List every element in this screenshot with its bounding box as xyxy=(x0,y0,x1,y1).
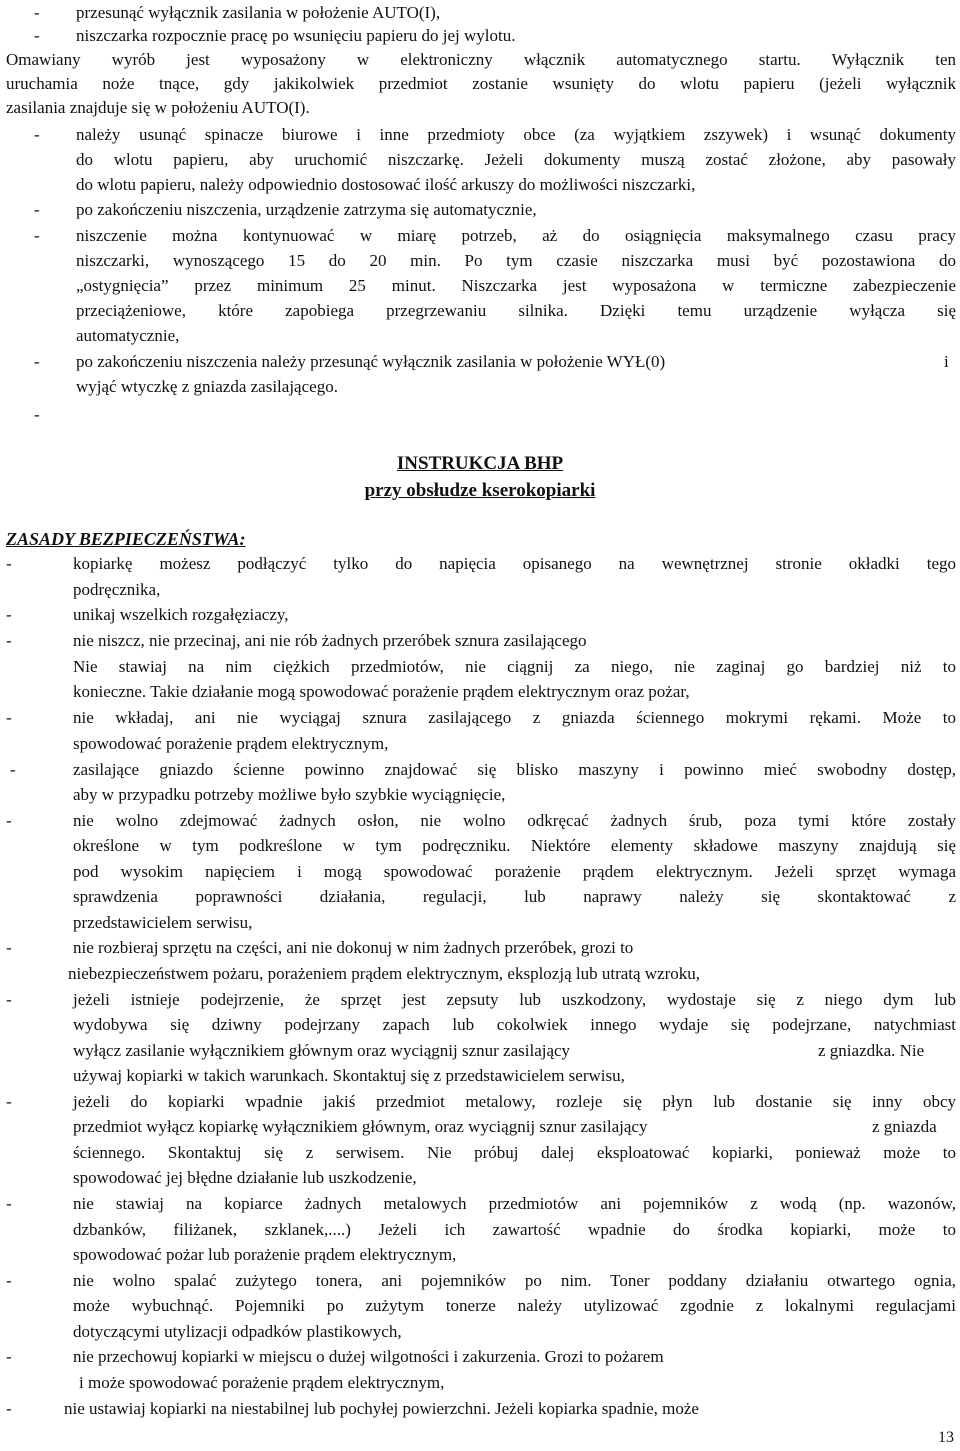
bullet: - xyxy=(6,990,12,1009)
bullet: - xyxy=(34,226,40,245)
text-line: przeciążeniowe, które zapobiega przegrzewaniu silnika. Dzięki temu urządzenie wyłącza się xyxy=(76,301,956,320)
text-line: podręcznika, xyxy=(73,580,161,599)
bullet: - xyxy=(34,26,40,45)
text-line: wyłącz zasilanie wyłącznikiem głównym oraz wyciągnij sznur zasilający xyxy=(73,1041,571,1060)
text-line: po zakończeniu niszczenia, urządzenie zatrzyma się automatycznie, xyxy=(76,200,537,219)
text-line: po zakończeniu niszczenia należy przesunąć wyłącznik zasilania w położenie WYŁ(0) xyxy=(76,352,666,371)
bullet: - xyxy=(6,811,12,830)
text-line: nie stawiaj na kopiarce żadnych metalowych przedmiotów ani pojemników z wodą (np. wazonów, xyxy=(73,1194,956,1213)
text-line: wydobywa się dziwny podejrzany zapach lub cokolwiek innego wydaje się podejrzane, natychmiast xyxy=(73,1015,956,1034)
bullet: - xyxy=(6,708,12,727)
text-line: należy usunąć spinacze biurowe i inne przedmioty obce (za wyjątkiem zszywek) i wsunąć dokumenty xyxy=(76,125,956,144)
bullet: - xyxy=(6,554,12,573)
text-line: może wybuchnąć. Pojemniki po zużytym tonerze należy utylizować zgodnie z lokalnymi regulacjami xyxy=(73,1296,956,1315)
text-line: spowodować porażenie prądem elektrycznym, xyxy=(73,734,389,753)
text-line: spowodować jej błędne działanie lub uszkodzenie, xyxy=(73,1168,417,1187)
bullet: - xyxy=(34,352,40,371)
text-line: i może spowodować porażenie prądem elektrycznym, xyxy=(79,1373,445,1392)
text-line: dotyczącymi utylizacji odpadków plastikowych, xyxy=(73,1322,402,1341)
text-line: jeżeli istnieje podejrzenie, że sprzęt jest zepsuty lub uszkodzony, wydostaje się z niego dym lub xyxy=(73,990,956,1009)
bullet: - xyxy=(34,405,40,424)
bullet: - xyxy=(6,1399,12,1418)
text-line: ściennego. Skontaktuj się z serwisem. Nie próbuj dalej eksploatować kopiarki, ponieważ może to xyxy=(73,1143,956,1162)
text-line: jeżeli do kopiarki wpadnie jakiś przedmiot metalowy, rozleje się płyn lub dostanie się inny obcy xyxy=(73,1092,956,1111)
text-line: nie ustawiaj kopiarki na niestabilnej lub pochyłej powierzchni. Jeżeli kopiarka spadnie, może xyxy=(64,1399,699,1418)
bullet: - xyxy=(10,760,16,779)
bullet: - xyxy=(6,1092,12,1111)
text-line: niszczarka rozpocznie pracę po wsunięciu papieru do jej wylotu. xyxy=(76,26,516,45)
text-line: przedstawicielem serwisu, xyxy=(73,913,253,932)
bullet: - xyxy=(6,1194,12,1213)
text-line: nie niszcz, nie przecinaj, ani nie rób żadnych przeróbek sznura zasilającego xyxy=(73,631,587,650)
text-line: nie przechowuj kopiarki w miejscu o dużej wilgotności i zakurzenia. Grozi to pożarem xyxy=(73,1347,664,1366)
bullet: - xyxy=(6,1347,12,1366)
text-line-end: z gniazda xyxy=(872,1117,937,1136)
text-line: Omawiany wyrób jest wyposażony w elektroniczny włącznik automatycznego startu. Wyłącznik ten xyxy=(6,50,956,69)
text-line: automatycznie, xyxy=(76,326,180,345)
text-line: unikaj wszelkich rozgałęziaczy, xyxy=(73,605,289,624)
text-line: nie wolno zdejmować żadnych osłon, nie wolno odkręcać żadnych śrub, poza tymi które zostały xyxy=(73,811,956,830)
bullet: - xyxy=(34,3,40,22)
text-line: do wlotu papieru, aby uruchomić niszczarkę. Jeżeli dokumenty muszą zostać złożone, aby pasowały xyxy=(76,150,956,169)
title-line-2: przy obsłudze kserokopiarki xyxy=(364,480,596,501)
text-line: „ostygnięcia” przez minimum 25 minut. Niszczarka jest wyposażona w termiczne zabezpieczenie xyxy=(76,276,956,295)
text-line: konieczne. Takie działanie mogą spowodować porażenie prądem elektrycznym oraz pożar, xyxy=(73,682,690,701)
bullet: - xyxy=(6,605,12,624)
bullet: - xyxy=(6,938,12,957)
text-line: zasilające gniazdo ścienne powinno znajdować się blisko maszyny i powinno mieć swobodny dostęp, xyxy=(73,760,956,779)
text-line: niszczenie można kontynuować w miarę potrzeb, aż do osiągnięcia maksymalnego czasu pracy xyxy=(76,226,956,245)
text-line: pod wysokim napięciem i mogą spowodować porażenie prądem elektrycznym. Jeżeli sprzęt wymaga xyxy=(73,862,956,881)
text-line: używaj kopiarki w takich warunkach. Skontaktuj się z przedstawicielem serwisu, xyxy=(73,1066,625,1085)
text-line: niszczarki, wynoszącego 15 do 20 min. Po tym czasie niszczarka musi być pozostawiona do xyxy=(76,251,956,270)
text-line: określone w tym podkreślone w tym podręczniku. Niektóre elementy składowe maszyny znajdują się xyxy=(73,836,956,855)
text-line: nie wolno spalać zużytego tonera, ani pojemników po nim. Toner poddany działaniu otwartego ognia, xyxy=(73,1271,956,1290)
text-line: dzbanków, filiżanek, szklanek,....) Jeżeli ich zawartość wpadnie do środka kopiarki, może to xyxy=(73,1220,956,1239)
text-line-end: i xyxy=(944,352,949,371)
text-line: nie rozbieraj sprzętu na części, ani nie dokonuj w nim żadnych przeróbek, grozi to xyxy=(73,938,634,957)
section-heading: ZASADY BEZPIECZEŃSTWA: xyxy=(6,529,246,549)
text-line: wyjąć wtyczkę z gniazda zasilającego. xyxy=(76,377,338,396)
document-title xyxy=(0,452,960,476)
text-line: uruchamia noże tnące, gdy jakikolwiek przedmiot zostanie wsunięty do wlotu papieru (jeżeli wyłącznik xyxy=(6,74,956,93)
text-line-end: z gniazdka. Nie xyxy=(818,1041,925,1060)
bullet: - xyxy=(34,200,40,219)
text-line: nie wkładaj, ani nie wyciągaj sznura zasilającego z gniazda ściennego mokrymi rękami. Może to xyxy=(73,708,956,727)
text-line: przedmiot wyłącz kopiarkę wyłącznikiem głównym, oraz wyciągnij sznur zasilający xyxy=(73,1117,648,1136)
bullet: - xyxy=(6,1271,12,1290)
page-number: 13 xyxy=(938,1429,954,1446)
text-line: Nie stawiaj na nim ciężkich przedmiotów, nie ciągnij za niego, nie zaginaj go bardziej niż to xyxy=(73,657,956,676)
text-line: spowodować pożar lub porażenie prądem elektrycznym, xyxy=(73,1245,457,1264)
text-line: aby w przypadku potrzeby możliwe było szybkie wyciągnięcie, xyxy=(73,785,506,804)
document-subtitle xyxy=(0,479,960,503)
text-line: przesunąć wyłącznik zasilania w położenie AUTO(I), xyxy=(76,3,441,22)
text-line: do wlotu papieru, należy odpowiednio dostosować ilość arkuszy do możliwości niszczarki, xyxy=(76,175,696,194)
text-line: kopiarkę możesz podłączyć tylko do napięcia opisanego na wewnętrznej stronie okładki tego xyxy=(73,554,956,573)
text-line: sprawdzenia poprawności działania, regulacji, lub naprawy należy się skontaktować z xyxy=(73,887,956,906)
text-line: niebezpieczeństwem pożaru, porażeniem prądem elektrycznym, eksplozją lub utratą wzroku, xyxy=(68,964,701,983)
text-line: zasilania znajduje się w położeniu AUTO(I). xyxy=(6,98,310,117)
bullet: - xyxy=(6,631,12,650)
bullet: - xyxy=(34,125,40,144)
title-line-1: INSTRUKCJA BHP xyxy=(396,453,564,474)
